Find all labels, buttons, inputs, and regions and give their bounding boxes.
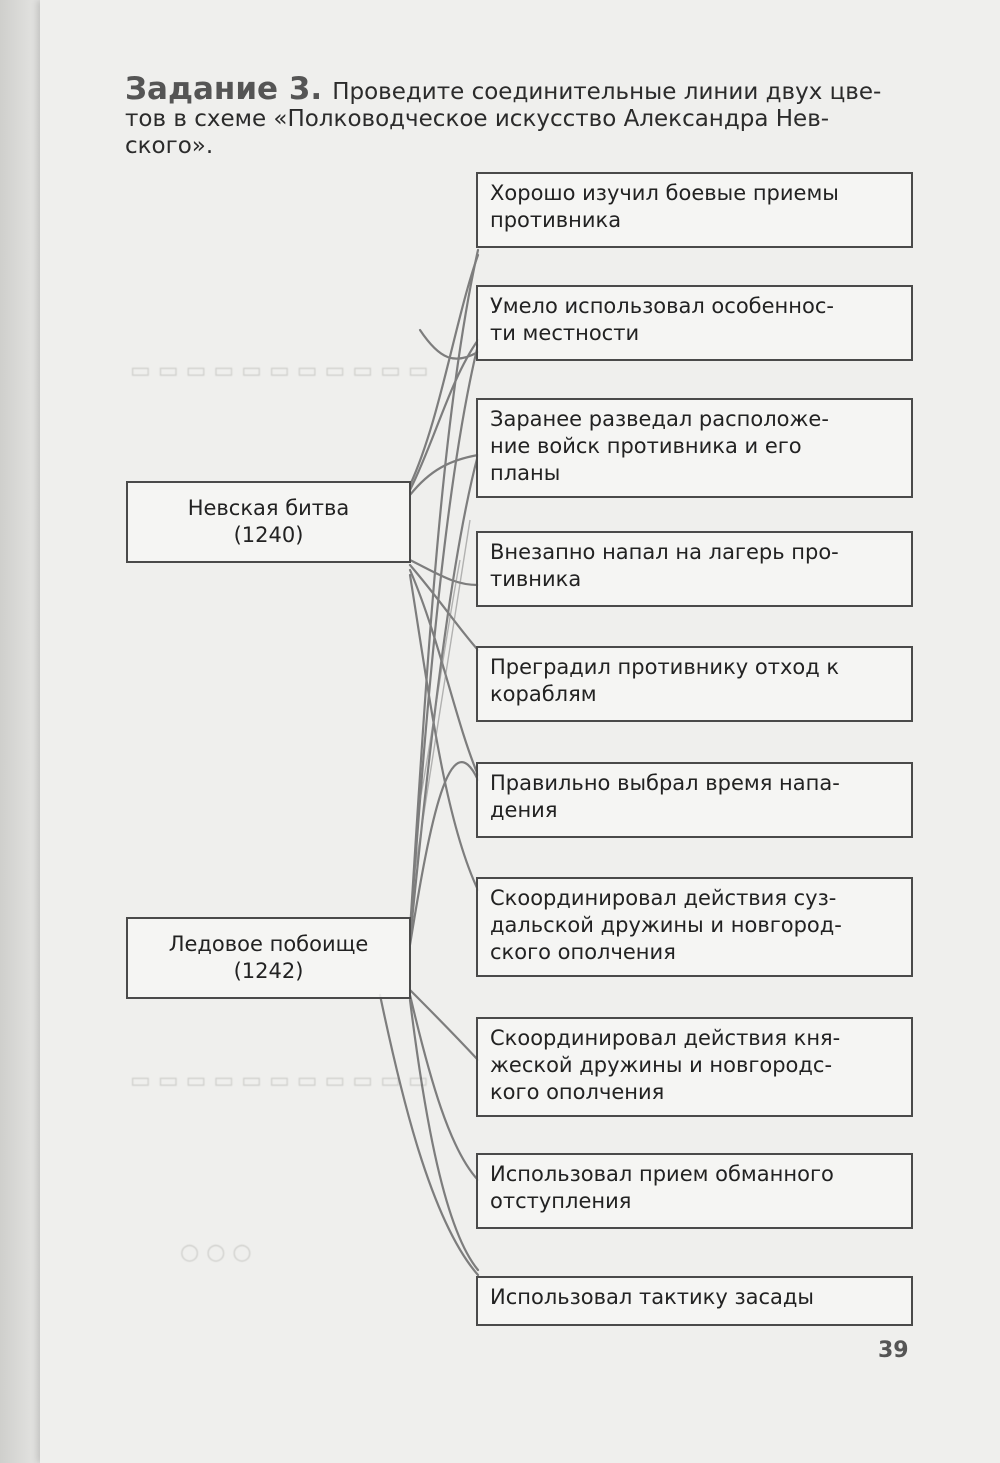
- quality-text-line: ние войск противника и его: [490, 434, 802, 458]
- quality-text-line: Скоординировал действия кня-: [490, 1026, 841, 1050]
- battle-box-neva: [126, 481, 411, 563]
- battle-year: (1240): [233, 523, 304, 547]
- quality-text-line: дальской дружины и новгород-: [490, 913, 842, 937]
- quality-text-line: Заранее разведал расположе-: [490, 407, 829, 431]
- quality-text-line: тивника: [490, 567, 582, 591]
- quality-box: [476, 646, 913, 722]
- battle-box-ice: [126, 917, 411, 999]
- battle-name: Невская битва: [187, 496, 350, 520]
- quality-box: [476, 762, 913, 838]
- quality-text-line: ти местности: [490, 321, 640, 345]
- task-title: Задание 3.: [125, 71, 323, 107]
- bleed-through-texture: ○ ○ ○: [180, 1240, 252, 1265]
- quality-text-line: Умело использовал особеннос-: [490, 294, 834, 318]
- quality-text-line: Использовал прием обманного: [490, 1162, 834, 1186]
- quality-box: [476, 172, 913, 248]
- task-instruction-line1: Проведите соединительные линии двух цве-: [332, 79, 882, 105]
- bleed-through-texture: ▭ ▭ ▭ ▭ ▭ ▭ ▭ ▭ ▭ ▭ ▭: [130, 360, 429, 385]
- quality-text-line: планы: [490, 461, 561, 485]
- task-instruction-line2: тов в схеме «Полководческое искусство Александра Нев-: [125, 106, 830, 132]
- quality-text-line: кораблям: [490, 682, 597, 706]
- quality-text-line: противника: [490, 208, 622, 232]
- connector-line: [410, 250, 478, 930]
- connector-line: [410, 570, 478, 775]
- quality-text-line: кого ополчения: [490, 1080, 665, 1104]
- quality-text-line: Использовал тактику засады: [490, 1285, 814, 1309]
- quality-box: [476, 398, 913, 498]
- quality-box: [476, 1153, 913, 1229]
- quality-text-line: ского ополчения: [490, 940, 676, 964]
- quality-text-line: Скоординировал действия суз-: [490, 886, 837, 910]
- quality-box: [476, 1017, 913, 1117]
- quality-text-line: Внезапно напал на лагерь про-: [490, 540, 839, 564]
- bleed-through-texture: ▭ ▭ ▭ ▭ ▭ ▭ ▭ ▭ ▭ ▭ ▭: [130, 1070, 429, 1095]
- quality-text-line: Преградил противнику отход к: [490, 655, 840, 679]
- quality-box: [476, 531, 913, 607]
- battle-year: (1242): [233, 959, 304, 983]
- task-instruction-line3: ского».: [125, 133, 214, 159]
- quality-box: [476, 877, 913, 977]
- quality-text-line: дения: [490, 798, 558, 822]
- quality-box: [476, 285, 913, 361]
- quality-text-line: жеской дружины и новгородс-: [490, 1053, 833, 1077]
- connector-line: [410, 255, 478, 485]
- connector-line: [410, 560, 478, 585]
- quality-text-line: Хорошо изучил боевые приемы: [490, 181, 839, 205]
- connector-line: [410, 990, 478, 1060]
- battle-name: Ледовое побоище: [168, 932, 369, 956]
- quality-text-line: отступления: [490, 1189, 632, 1213]
- quality-box: [476, 1276, 913, 1326]
- connector-line: [415, 520, 470, 870]
- page-number: 39: [878, 1338, 909, 1363]
- connector-line: [380, 995, 478, 1275]
- quality-text-line: Правильно выбрал время напа-: [490, 771, 840, 795]
